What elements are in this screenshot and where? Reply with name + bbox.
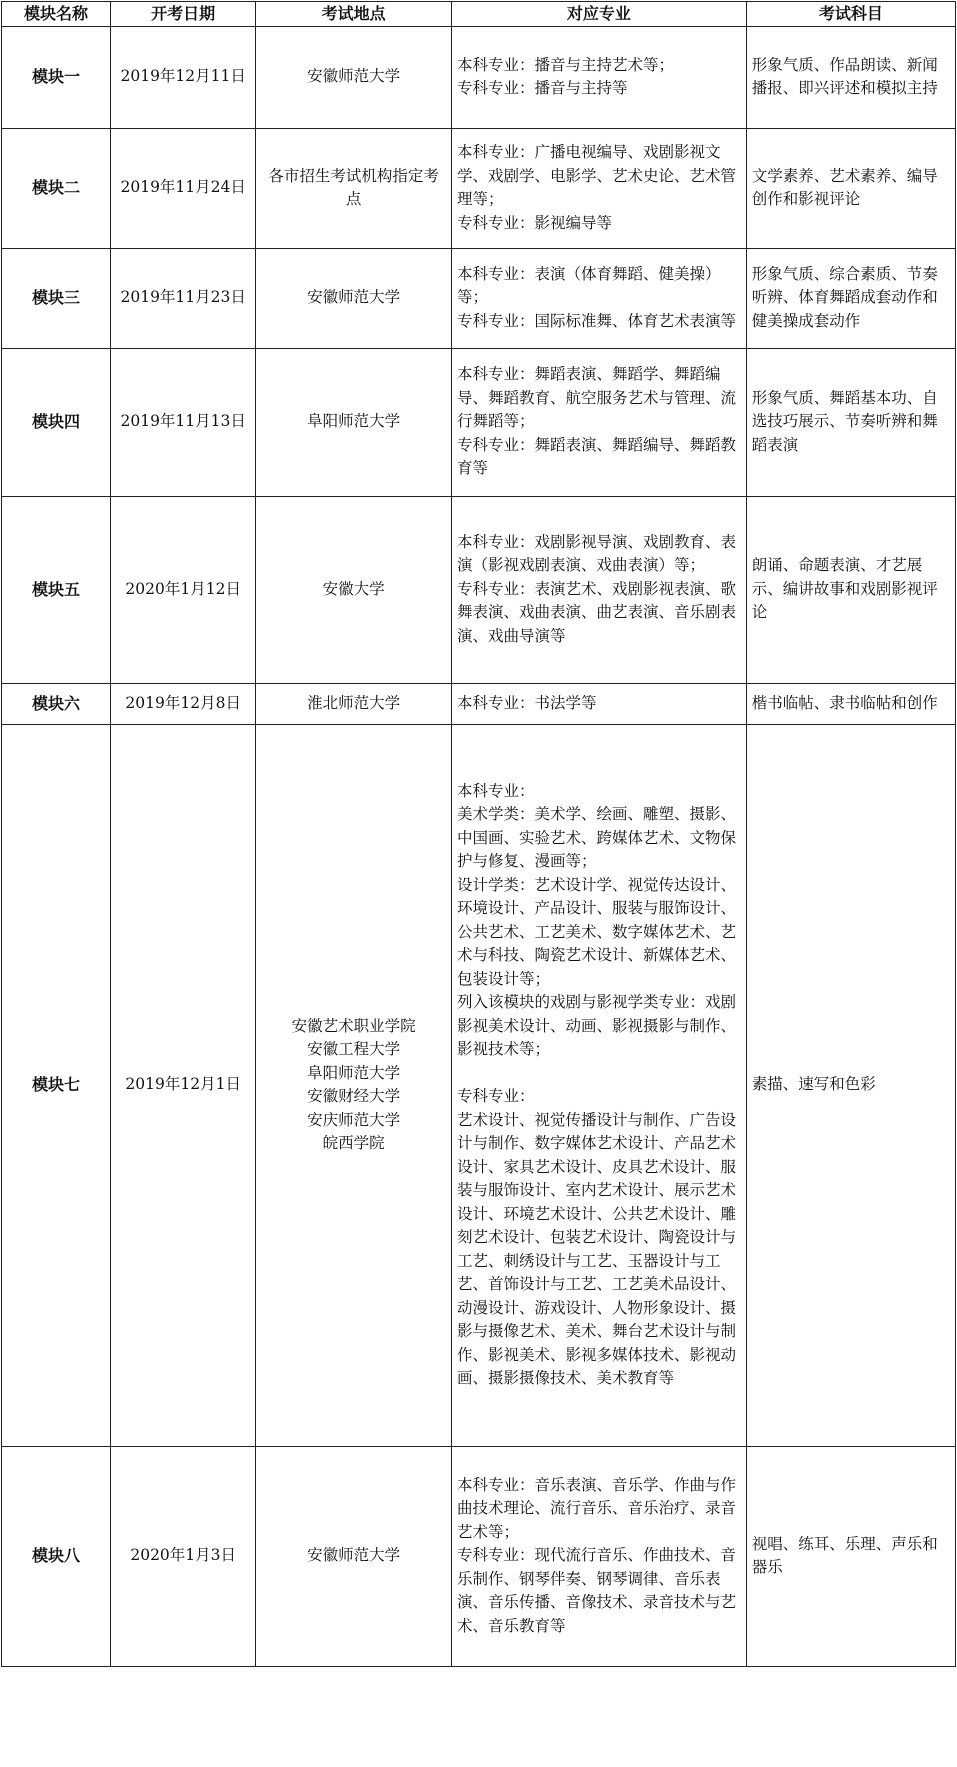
exam-location [256,128,452,248]
exam-module-table [1,1,956,1667]
table-row [2,496,956,683]
subjects: 素描、速写和色彩 [746,724,955,1446]
header-majors: 对应专业 [452,2,747,27]
module-name: 模块二 [2,128,111,248]
majors: 本科专业：舞蹈表演、舞蹈学、舞蹈编导、舞蹈教育、航空服务艺术与管理、流行舞蹈等； 专科专业：舞蹈表演、舞蹈编导、舞蹈教育等 [452,348,747,496]
subjects: 视唱、练耳、乐理、声乐和器乐 [746,1446,955,1666]
exam-location [256,496,452,683]
table-row [2,683,956,724]
exam-date: 2019年11月13日 [111,348,256,496]
location-line: 安徽大学 [322,579,385,598]
exam-date: 2019年12月8日 [111,683,256,724]
majors: 本科专业：广播电视编导、戏剧影视文学、戏剧学、电影学、艺术史论、艺术管理等； 专科专业：影视编导等 [452,128,747,248]
location-line: 淮北师范大学 [307,693,401,712]
module-name: 模块三 [2,248,111,348]
module-name: 模块六 [2,683,111,724]
location-line: 各市招生考试机构指定考点 [268,166,439,208]
table-row [2,724,956,1446]
header-subjects: 考试科目 [746,2,955,27]
location-line: 皖西学院 [322,1134,385,1152]
table-row [2,1446,956,1666]
majors: 本科专业：表演（体育舞蹈、健美操）等； 专科专业：国际标准舞、体育艺术表演等 [452,248,747,348]
table-row [2,26,956,128]
table-row [2,248,956,348]
exam-location [256,26,452,128]
exam-location [256,348,452,496]
location-line: 阜阳师范大学 [307,1063,401,1082]
header-module-name: 模块名称 [2,2,111,27]
header-exam-date: 开考日期 [111,2,256,27]
location-line: 安徽财经大学 [307,1087,401,1105]
subjects: 楷书临帖、隶书临帖和创作 [746,683,955,724]
module-name: 模块五 [2,496,111,683]
subjects: 形象气质、综合素质、节奏听辨、体育舞蹈成套动作和健美操成套动作 [746,248,955,348]
exam-date: 2019年11月23日 [111,248,256,348]
module-name: 模块八 [2,1446,111,1666]
majors: 本科专业：书法学等 [452,683,747,724]
location-line: 安徽艺术职业学院 [291,1016,416,1035]
location-line: 安庆师范大学 [307,1110,401,1129]
majors: 本科专业：戏剧影视导演、戏剧教育、表演（影视戏剧表演、戏曲表演）等； 专科专业：表演艺术、戏剧影视表演、歌舞表演、戏曲表演、曲艺表演、音乐剧表演、戏曲导演等 [452,496,747,683]
majors: 本科专业：播音与主持艺术等； 专科专业：播音与主持等 [452,26,747,128]
table-row [2,348,956,496]
module-name: 模块七 [2,724,111,1446]
location-line: 安徽工程大学 [307,1040,401,1058]
subjects: 形象气质、舞蹈基本功、自选技巧展示、节奏听辨和舞蹈表演 [746,348,955,496]
location-line: 安徽师范大学 [307,1546,401,1565]
exam-location [256,683,452,724]
exam-date: 2020年1月3日 [111,1446,256,1666]
header-exam-location: 考试地点 [256,2,452,27]
header-row [2,2,956,27]
subjects: 形象气质、作品朗读、新闻播报、即兴评述和模拟主持 [746,26,955,128]
table-row [2,128,956,248]
location-line: 安徽师范大学 [307,67,401,86]
exam-location [256,1446,452,1666]
exam-date: 2019年11月24日 [111,128,256,248]
majors: 本科专业：音乐表演、音乐学、作曲与作曲技术理论、流行音乐、音乐治疗、录音艺术等； 专科专业：现代流行音乐、作曲技术、音乐制作、钢琴伴奏、钢琴调律、音乐表演、音乐传播、音像技术、录音技术与艺术、音乐教育等 [452,1446,747,1666]
location-line: 安徽师范大学 [307,288,401,307]
subjects: 文学素养、艺术素养、编导创作和影视评论 [746,128,955,248]
module-name: 模块一 [2,26,111,128]
exam-location [256,248,452,348]
location-line: 阜阳师范大学 [307,412,401,431]
exam-location [256,724,452,1446]
majors: 本科专业： 美术学类：美术学、绘画、雕塑、摄影、中国画、实验艺术、跨媒体艺术、文物保护与修复、漫画等； 设计学类：艺术设计学、视觉传达设计、环境设计、产品设计、服装与服饰设计、公共艺术、工艺美术、数字媒体艺术、艺术与科技、陶瓷艺术设计、新媒体艺术、包装设计等； 列入该模块的戏剧与影视学类专业：戏剧影视美术设计、动画、影视摄影与制作、影视技术等； 专科专业： 艺术设计、视觉传播设计与制作、广告设计与制作、数字媒体艺术设计、产品艺术设计、家具艺术设计、皮具艺术设计、服装与服饰设计、室内艺术设计、展示艺术设计、环境艺术设计、公共艺术设计、雕刻艺术设计、包装艺术设计、陶瓷设计与工艺、刺绣设计与工艺、玉器设计与工艺、首饰设计与工艺、工艺美术品设计、动漫设计、游戏设计、人物形象设计、摄影与摄像艺术、美术、舞台艺术设计与制作、影视美术、影视多媒体技术、影视动画、摄影摄像技术、美术教育等 [452,724,747,1446]
module-name: 模块四 [2,348,111,496]
exam-date: 2019年12月11日 [111,26,256,128]
exam-date: 2019年12月1日 [111,724,256,1446]
subjects: 朗诵、命题表演、才艺展示、编讲故事和戏剧影视评论 [746,496,955,683]
exam-date: 2020年1月12日 [111,496,256,683]
